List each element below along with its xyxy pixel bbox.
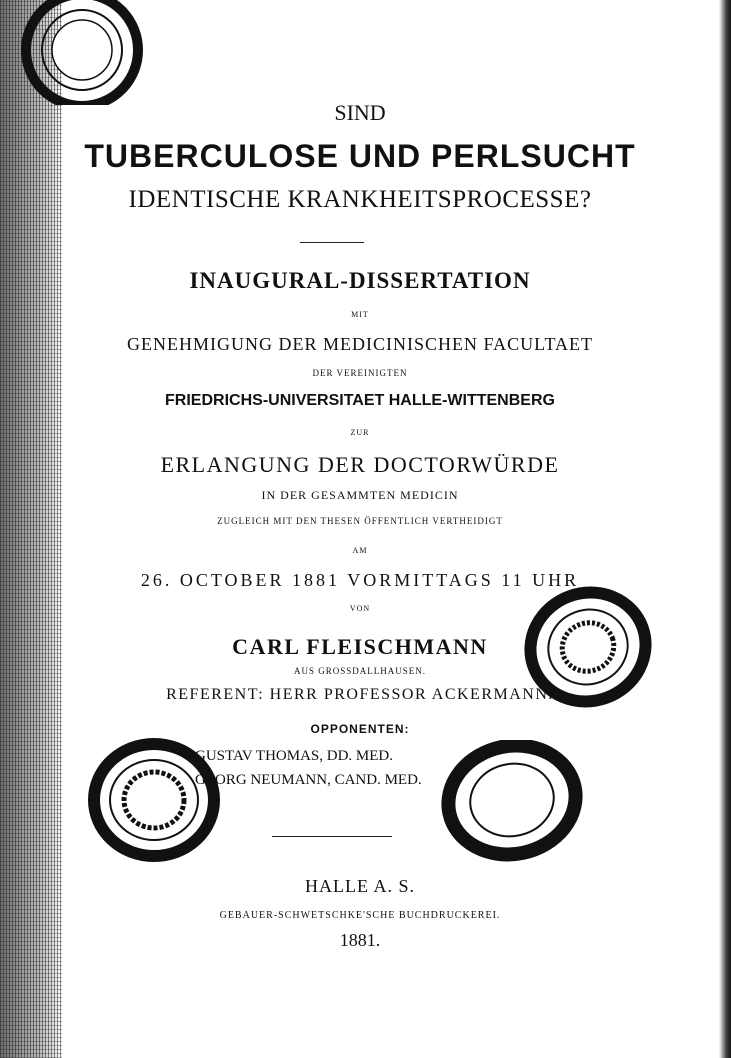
accademia-stamp-right bbox=[520, 585, 660, 715]
opponent-1: GUSTAV THOMAS, DD. MED. bbox=[195, 748, 393, 764]
opponenten-label: OPPONENTEN: bbox=[310, 722, 410, 736]
opponent-2: GEORG NEUMANN, CAND. MED. bbox=[195, 772, 422, 788]
accademia-stamp-bottom-right bbox=[440, 740, 590, 865]
university-name: FRIEDRICHS-UNIVERSITAET HALLE-WITTENBERG bbox=[165, 392, 555, 409]
text-der-vereinigten: DER VEREINIGTEN bbox=[312, 368, 408, 378]
title-sind: SIND bbox=[334, 100, 386, 125]
imprint-divider bbox=[272, 836, 392, 837]
imprint-place: HALLE A. S. bbox=[305, 876, 415, 896]
title-sub: IDENTISCHE KRANKHEITSPROCESSE? bbox=[128, 186, 592, 213]
imprint-printer: GEBAUER-SCHWETSCHKE'SCHE BUCHDRUCKEREI. bbox=[219, 910, 501, 921]
biblioteca-stamp-mid-left bbox=[86, 736, 226, 866]
title-main: TUBERCULOSE UND PERLSUCHT bbox=[84, 138, 636, 174]
imprint-year: 1881. bbox=[339, 930, 381, 950]
text-zur: ZUR bbox=[350, 428, 370, 437]
text-am: AM bbox=[352, 546, 368, 555]
page-edge-shadow bbox=[719, 0, 731, 1058]
text-zugleich: ZUGLEICH MIT DEN THESEN ÖFFENTLICH VERTHEIDIGT bbox=[217, 516, 503, 526]
defense-date: 26. OCTOBER 1881 VORMITTAGS 11 UHR bbox=[140, 570, 580, 590]
author-name: CARL FLEISCHMANN bbox=[232, 634, 488, 659]
text-erlangung: ERLANGUNG DER DOCTORWÜRDE bbox=[160, 452, 560, 477]
author-origin: AUS GROSSDALLHAUSEN. bbox=[293, 666, 426, 676]
text-gesammten: IN DER GESAMMTEN MEDICIN bbox=[261, 488, 459, 502]
text-von: VON bbox=[349, 604, 371, 613]
book-spine-shadow bbox=[0, 0, 62, 1058]
text-genehmigung: GENEHMIGUNG DER MEDICINISCHEN FACULTAET bbox=[126, 334, 594, 354]
title-divider bbox=[300, 242, 364, 243]
text-mit: MIT bbox=[351, 310, 369, 319]
library-stamp-top-left bbox=[8, 0, 148, 105]
dissertation-heading: INAUGURAL-DISSERTATION bbox=[189, 268, 531, 293]
referent-line: REFERENT: HERR PROFESSOR ACKERMANN. bbox=[166, 686, 554, 703]
